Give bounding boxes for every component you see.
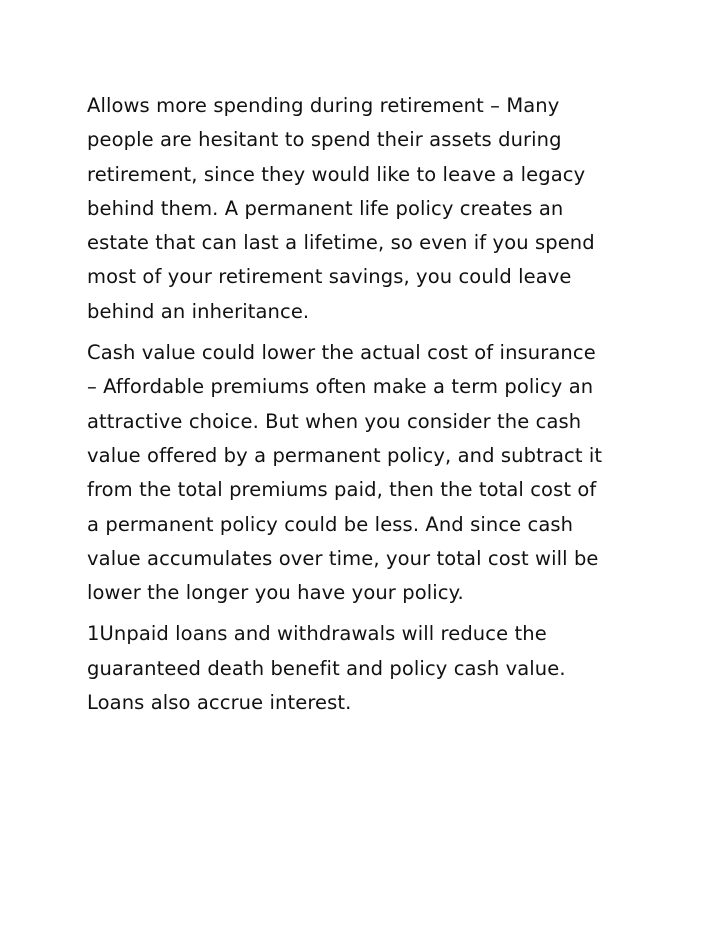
text-line: estate that can last a lifetime, so even if you spend [87,231,595,255]
text-line: value accumulates over time, your total cost will be [87,546,599,570]
text-line: a permanent policy could be less. And since cash [87,512,574,536]
text-line: guaranteed death benefit and policy cash value. [87,656,566,680]
paragraph-cash-value [87,336,647,610]
document-body [87,89,647,720]
text-line: Allows more spending during retirement – Many [87,94,560,117]
text-line: behind them. A permanent life policy creates an [87,196,564,220]
text-line: from the total premiums paid, then the total cost of [87,478,597,502]
paragraph-retirement-spending [87,89,647,329]
text-line: value offered by a permanent policy, and subtract it [87,443,603,467]
text-line: retirement, since they would like to leave a legacy [87,162,586,186]
text-line: attractive choice. But when you consider the cash [87,409,582,433]
text-line: lower the longer you have your policy. [87,581,464,605]
text-line: most of your retirement savings, you could leave [87,265,572,289]
paragraph-footnote [87,617,647,720]
text-line: Cash value could lower the actual cost of insurance [87,341,596,365]
text-line: 1Unpaid loans and withdrawals will reduce the [87,622,547,646]
text-line: Loans also accrue interest. [87,691,352,715]
text-line: behind an inheritance. [87,299,310,323]
text-line: – Affordable premiums often make a term policy an [87,375,594,399]
text-line: people are hesitant to spend their assets during [87,128,562,152]
